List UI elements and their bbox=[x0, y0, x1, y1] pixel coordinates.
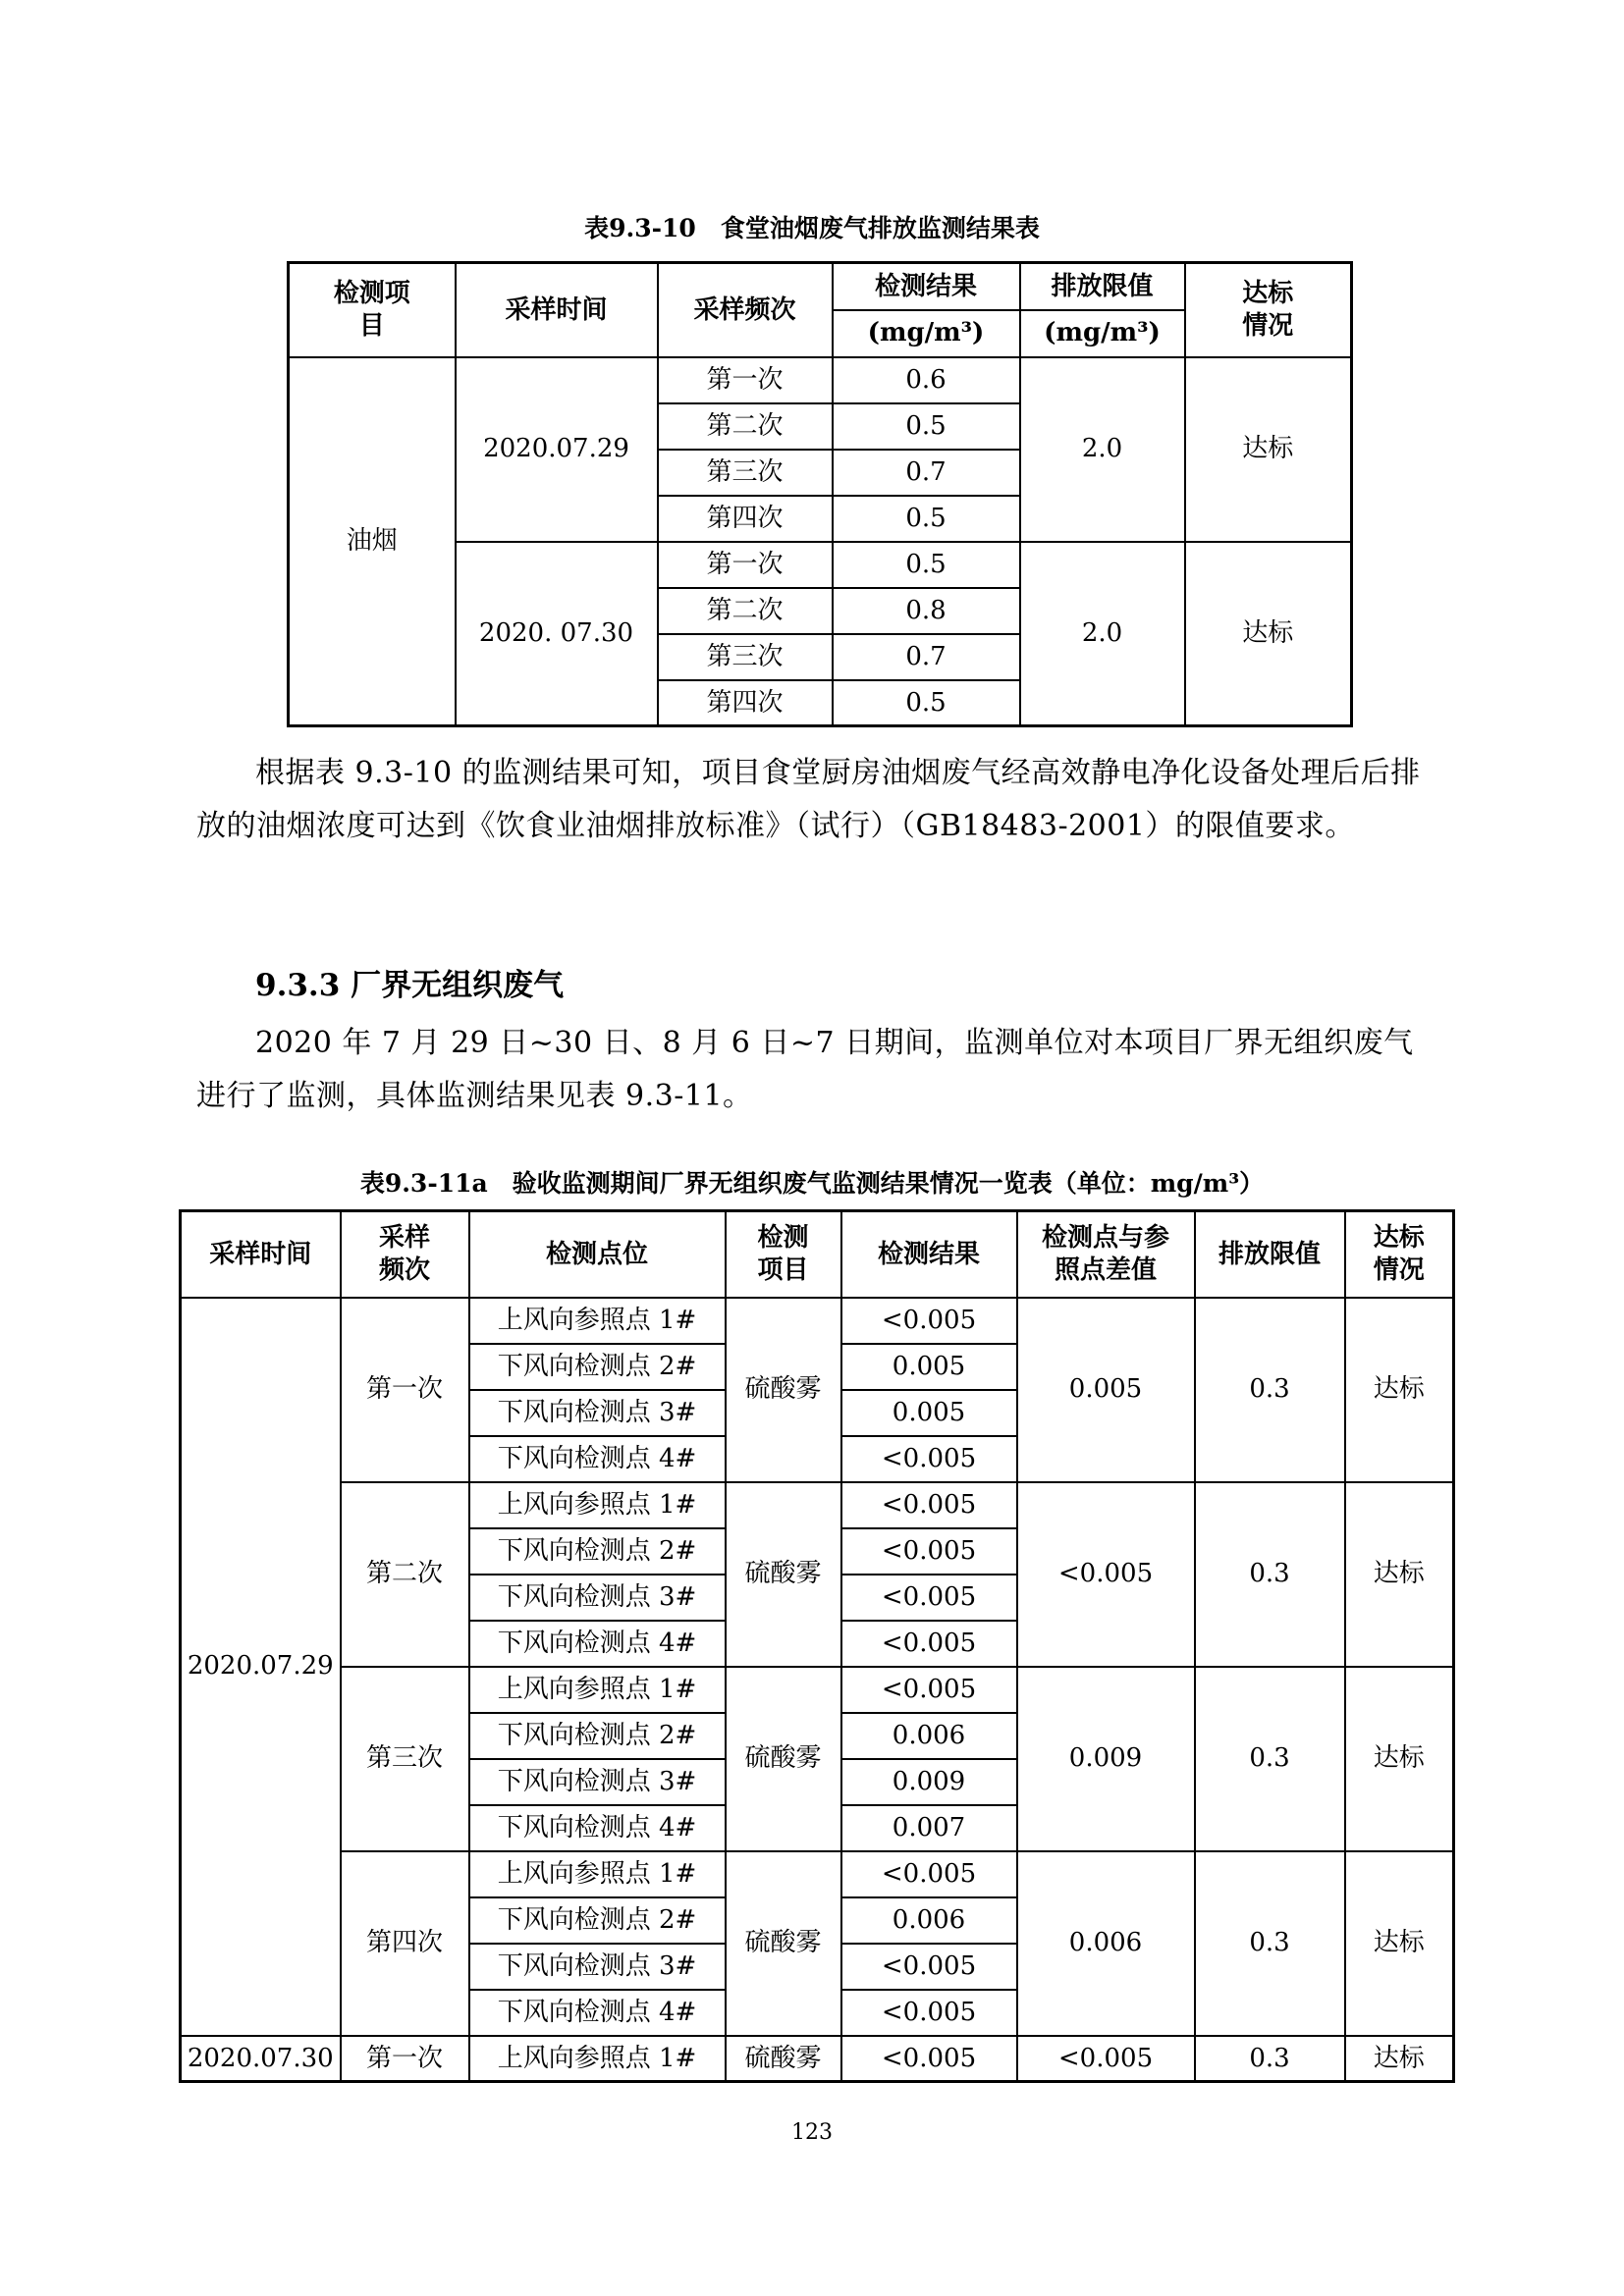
t2-value-cell: <0.005 bbox=[841, 1851, 1017, 1897]
t2-value-cell: 0.005 bbox=[841, 1390, 1017, 1436]
t2-item-cell: 硫酸雾 bbox=[726, 1298, 841, 1482]
t2-point-cell: 下风向检测点 4# bbox=[469, 1436, 726, 1482]
t2-value-cell: <0.005 bbox=[841, 1990, 1017, 2036]
t2-value-cell: <0.005 bbox=[841, 1528, 1017, 1575]
t2-header-point: 检测点位 bbox=[469, 1211, 726, 1298]
t2-limit-cell: 0.3 bbox=[1195, 1851, 1345, 2036]
t2-status-cell: 达标 bbox=[1345, 1851, 1454, 2036]
t2-header-diff: 检测点与参照点差值 bbox=[1017, 1211, 1195, 1298]
t1-freq-cell: 第二次 bbox=[658, 588, 833, 634]
t2-value-cell: 0.006 bbox=[841, 1713, 1017, 1759]
t2-item-cell: 硫酸雾 bbox=[726, 1667, 841, 1851]
t2-date-cell: 2020.07.29 bbox=[181, 1298, 341, 2036]
t2-freq-cell: 第一次 bbox=[341, 2036, 469, 2082]
t2-header-time: 采样时间 bbox=[181, 1211, 341, 1298]
paragraph-2: 2020 年 7 月 29 日~30 日、8 月 6 日~7 日期间，监测单位对本项目厂界无组织废气进行了监测，具体监测结果见表 9.3-11。 bbox=[196, 1026, 1414, 1113]
t1-header-item: 检测项目 bbox=[289, 263, 456, 357]
t1-freq-cell: 第二次 bbox=[658, 403, 833, 450]
t1-header-limit-unit: (mg/m³) bbox=[1020, 310, 1185, 357]
t2-value-cell: <0.005 bbox=[841, 1944, 1017, 1990]
t2-point-cell: 上风向参照点 1# bbox=[469, 1482, 726, 1528]
t1-header-time: 采样时间 bbox=[456, 263, 658, 357]
t2-point-cell: 下风向检测点 3# bbox=[469, 1759, 726, 1805]
page-number: 123 bbox=[791, 2120, 833, 2145]
t1-limit-cell: 2.0 bbox=[1020, 357, 1185, 542]
t1-header-result-unit: (mg/m³) bbox=[833, 310, 1020, 357]
t1-header-freq: 采样频次 bbox=[658, 263, 833, 357]
t2-point-cell: 上风向参照点 1# bbox=[469, 1667, 726, 1713]
t2-point-cell: 下风向检测点 4# bbox=[469, 1621, 726, 1667]
t2-value-cell: 0.006 bbox=[841, 1897, 1017, 1944]
paragraph-1: 根据表 9.3-10 的监测结果可知，项目食堂厨房油烟废气经高效静电净化设备处理后后排放的油烟浓度可达到《饮食业油烟排放标准》（试行）（GB18483-2001）的限值要求。 bbox=[196, 756, 1421, 843]
t2-point-cell: 上风向参照点 1# bbox=[469, 2036, 726, 2082]
t2-header-freq: 采样频次 bbox=[341, 1211, 469, 1298]
t1-date-cell: 2020.07.29 bbox=[456, 357, 658, 542]
t2-value-cell: <0.005 bbox=[841, 1436, 1017, 1482]
t1-value-cell: 0.5 bbox=[833, 542, 1020, 588]
t2-diff-cell: 0.009 bbox=[1017, 1667, 1195, 1851]
t2-status-cell: 达标 bbox=[1345, 1667, 1454, 1851]
t1-limit-cell: 2.0 bbox=[1020, 542, 1185, 726]
t1-freq-cell: 第三次 bbox=[658, 450, 833, 496]
t2-header-status: 达标情况 bbox=[1345, 1211, 1454, 1298]
section-heading bbox=[255, 960, 564, 1004]
t2-point-cell: 下风向检测点 2# bbox=[469, 1528, 726, 1575]
t2-point-cell: 上风向参照点 1# bbox=[469, 1851, 726, 1897]
t2-point-cell: 上风向参照点 1# bbox=[469, 1298, 726, 1344]
t2-header-result: 检测结果 bbox=[841, 1211, 1017, 1298]
t1-freq-cell: 第四次 bbox=[658, 496, 833, 542]
t2-value-cell: <0.005 bbox=[841, 1621, 1017, 1667]
t1-freq-cell: 第一次 bbox=[658, 357, 833, 403]
t1-freq-cell: 第三次 bbox=[658, 634, 833, 680]
t1-value-cell: 0.5 bbox=[833, 403, 1020, 450]
t2-limit-cell: 0.3 bbox=[1195, 1667, 1345, 1851]
t2-date-cell: 2020.07.30 bbox=[181, 2036, 341, 2082]
table2 bbox=[179, 1209, 1455, 2083]
t2-value-cell: <0.005 bbox=[841, 1667, 1017, 1713]
t2-limit-cell: 0.3 bbox=[1195, 1482, 1345, 1667]
section-number: 9.3.3 bbox=[255, 968, 341, 1003]
table1 bbox=[287, 261, 1353, 727]
t2-value-cell: <0.005 bbox=[841, 2036, 1017, 2082]
t2-point-cell: 下风向检测点 3# bbox=[469, 1390, 726, 1436]
t1-date-cell: 2020. 07.30 bbox=[456, 542, 658, 726]
t2-value-cell: 0.005 bbox=[841, 1344, 1017, 1390]
t2-header-item: 检测项目 bbox=[726, 1211, 841, 1298]
t2-freq-cell: 第四次 bbox=[341, 1851, 469, 2036]
t2-status-cell: 达标 bbox=[1345, 1298, 1454, 1482]
t2-freq-cell: 第二次 bbox=[341, 1482, 469, 1667]
t1-freq-cell: 第四次 bbox=[658, 680, 833, 726]
t2-freq-cell: 第三次 bbox=[341, 1667, 469, 1851]
t2-point-cell: 下风向检测点 3# bbox=[469, 1944, 726, 1990]
t2-limit-cell: 0.3 bbox=[1195, 1298, 1345, 1482]
t2-limit-cell: 0.3 bbox=[1195, 2036, 1345, 2082]
t1-value-cell: 0.7 bbox=[833, 634, 1020, 680]
t2-header-limit: 排放限值 bbox=[1195, 1211, 1345, 1298]
t1-item-cell: 油烟 bbox=[289, 357, 456, 726]
t1-header-status: 达标情况 bbox=[1185, 263, 1352, 357]
t2-point-cell: 下风向检测点 4# bbox=[469, 1990, 726, 2036]
t2-diff-cell: 0.006 bbox=[1017, 1851, 1195, 2036]
t2-point-cell: 下风向检测点 2# bbox=[469, 1713, 726, 1759]
t2-value-cell: <0.005 bbox=[841, 1298, 1017, 1344]
t2-status-cell: 达标 bbox=[1345, 1482, 1454, 1667]
t2-value-cell: <0.005 bbox=[841, 1482, 1017, 1528]
t2-freq-cell: 第一次 bbox=[341, 1298, 469, 1482]
t2-status-cell: 达标 bbox=[1345, 2036, 1454, 2082]
t1-freq-cell: 第一次 bbox=[658, 542, 833, 588]
t1-value-cell: 0.6 bbox=[833, 357, 1020, 403]
t2-point-cell: 下风向检测点 4# bbox=[469, 1805, 726, 1851]
t2-point-cell: 下风向检测点 2# bbox=[469, 1344, 726, 1390]
t2-diff-cell: <0.005 bbox=[1017, 2036, 1195, 2082]
t2-point-cell: 下风向检测点 2# bbox=[469, 1897, 726, 1944]
table2-caption: 表9.3-11a 验收监测期间厂界无组织废气监测结果情况一览表（单位：mg/m³） bbox=[359, 1169, 1265, 1198]
t1-status-cell: 达标 bbox=[1185, 357, 1352, 542]
t2-item-cell: 硫酸雾 bbox=[726, 1851, 841, 2036]
t2-value-cell: <0.005 bbox=[841, 1575, 1017, 1621]
t2-point-cell: 下风向检测点 3# bbox=[469, 1575, 726, 1621]
t1-status-cell: 达标 bbox=[1185, 542, 1352, 726]
t2-diff-cell: 0.005 bbox=[1017, 1298, 1195, 1482]
t2-value-cell: 0.007 bbox=[841, 1805, 1017, 1851]
t2-diff-cell: <0.005 bbox=[1017, 1482, 1195, 1667]
t1-value-cell: 0.8 bbox=[833, 588, 1020, 634]
t2-value-cell: 0.009 bbox=[841, 1759, 1017, 1805]
t1-value-cell: 0.7 bbox=[833, 450, 1020, 496]
t1-header-limit: 排放限值 bbox=[1020, 263, 1185, 310]
t1-value-cell: 0.5 bbox=[833, 680, 1020, 726]
t2-item-cell: 硫酸雾 bbox=[726, 2036, 841, 2082]
section-title: 厂界无组织废气 bbox=[351, 968, 565, 1003]
t1-header-result: 检测结果 bbox=[833, 263, 1020, 310]
t2-item-cell: 硫酸雾 bbox=[726, 1482, 841, 1667]
t1-value-cell: 0.5 bbox=[833, 496, 1020, 542]
table1-caption: 表9.3-10 食堂油烟废气排放监测结果表 bbox=[584, 214, 1040, 242]
